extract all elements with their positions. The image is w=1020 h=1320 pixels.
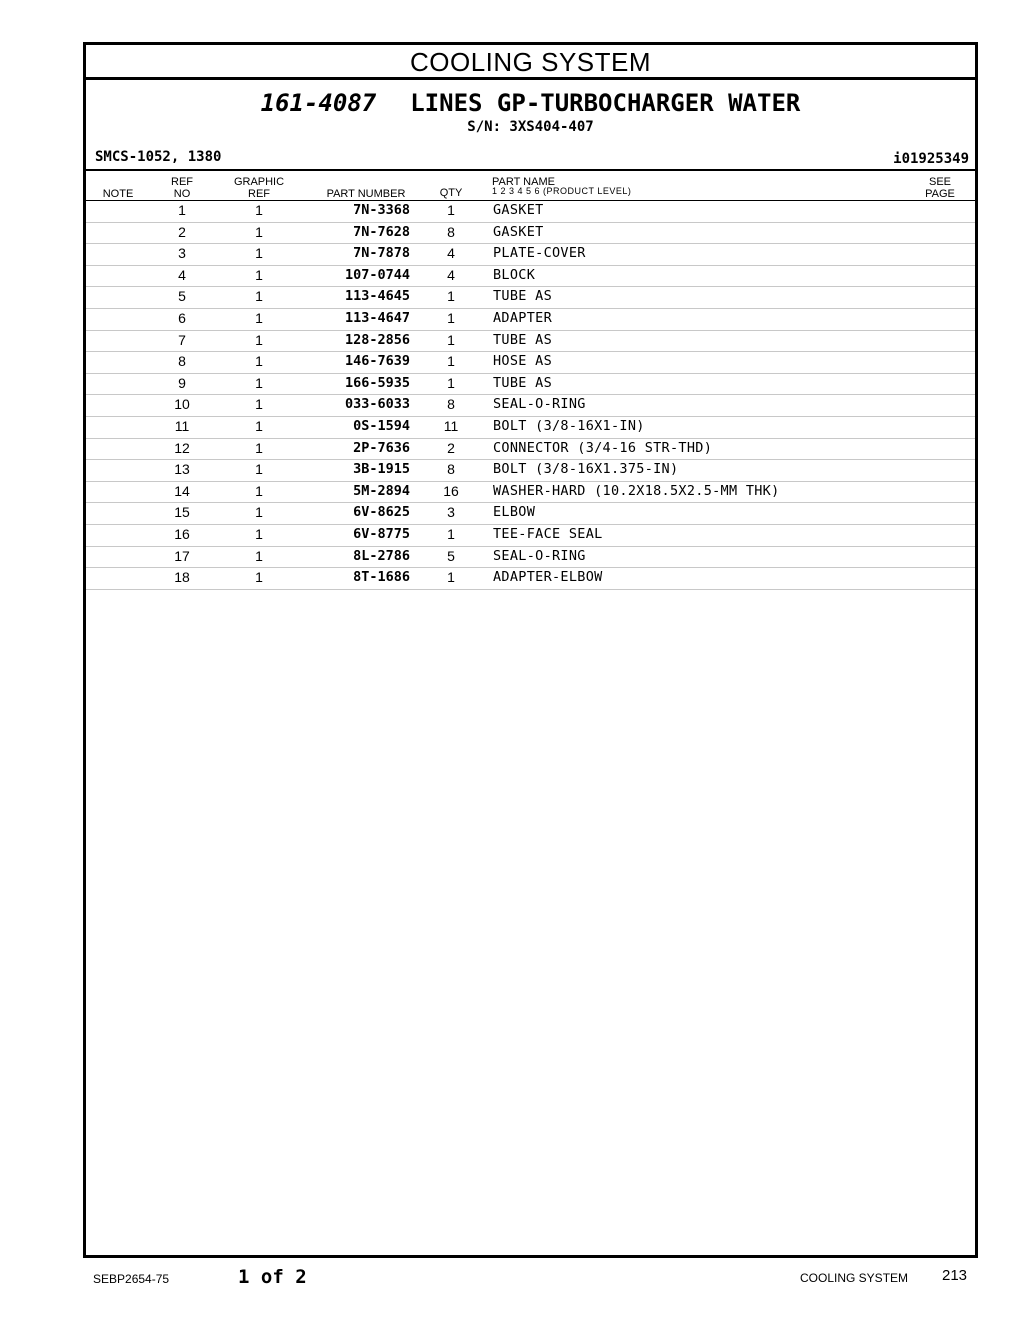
qty-cell: 3 <box>447 504 455 521</box>
ref-no-cell: 3 <box>178 245 186 262</box>
part-name-cell: BLOCK <box>493 266 536 283</box>
ref-no-cell: 4 <box>178 266 186 283</box>
qty-cell: 1 <box>447 202 455 218</box>
part-name-cell: SEAL-O-RING <box>493 396 586 413</box>
table-row <box>86 460 975 482</box>
group-title <box>86 89 975 117</box>
footer-page-of: 1 of 2 <box>238 1266 307 1288</box>
col-part-number: PART NUMBER <box>326 188 406 200</box>
qty-cell: 8 <box>447 461 455 478</box>
graphic-ref-cell: 1 <box>255 482 263 499</box>
part-name-cell: WASHER-HARD (10.2X18.5X2.5-MM THK) <box>493 482 780 499</box>
col-see-page-top: SEE <box>928 176 951 188</box>
part-number-cell: 033-6033 <box>344 396 410 413</box>
qty-cell: 11 <box>443 417 459 434</box>
qty-cell: 8 <box>447 396 455 413</box>
graphic-ref-cell: 1 <box>255 417 263 434</box>
col-part-name: PART NAME <box>492 176 555 188</box>
table-row <box>86 439 975 461</box>
qty-cell: 1 <box>447 525 455 542</box>
col-note: NOTE <box>102 188 134 200</box>
parts-list-frame <box>83 42 978 1258</box>
col-graphic-ref-top: GRAPHIC <box>233 176 285 188</box>
part-name-cell: GASKET <box>493 223 544 240</box>
table-row <box>86 352 975 374</box>
table-row <box>86 395 975 417</box>
part-name-cell: HOSE AS <box>493 353 552 370</box>
part-name-cell: TEE-FACE SEAL <box>493 525 603 542</box>
graphic-ref-cell: 1 <box>255 288 263 305</box>
part-number-cell: 3B-1915 <box>353 461 410 478</box>
graphic-ref-cell: 1 <box>255 245 263 262</box>
footer-section: COOLING SYSTEM <box>800 1271 909 1285</box>
graphic-ref-cell: 1 <box>255 547 263 564</box>
part-name-cell: GASKET <box>493 202 544 218</box>
graphic-ref-cell: 1 <box>255 353 263 370</box>
part-name-cell: BOLT (3/8-16X1-IN) <box>493 417 645 434</box>
col-ref-no-top: REF <box>171 176 193 188</box>
graphic-ref-cell: 1 <box>255 309 263 326</box>
qty-cell: 4 <box>447 266 455 283</box>
ref-no-cell: 15 <box>174 504 190 521</box>
part-name-cell: TUBE AS <box>493 288 552 305</box>
table-row <box>86 482 975 504</box>
table-row <box>86 201 975 223</box>
ref-no-cell: 10 <box>174 396 190 413</box>
graphic-ref-cell: 1 <box>255 525 263 542</box>
illustration-id: i01925349 <box>893 151 969 167</box>
part-name-cell: ELBOW <box>493 504 536 521</box>
qty-cell: 1 <box>447 353 455 370</box>
part-number-cell: 7N-7878 <box>353 245 410 262</box>
part-number-cell: 128-2856 <box>344 331 410 348</box>
ref-no-cell: 5 <box>178 288 186 305</box>
part-number-cell: 2P-7636 <box>353 439 410 456</box>
part-number-cell: 113-4645 <box>344 288 410 305</box>
footer-document-id: SEBP2654-75 <box>93 1272 170 1286</box>
ref-no-cell: 2 <box>178 223 186 240</box>
table-row <box>86 525 975 547</box>
ref-no-cell: 13 <box>174 461 190 478</box>
qty-cell: 1 <box>447 288 455 305</box>
col-ref-no-bottom: NO <box>173 188 191 200</box>
ref-no-cell: 18 <box>174 569 190 586</box>
table-row <box>86 331 975 353</box>
part-number-cell: 0S-1594 <box>353 417 410 434</box>
part-number-cell: 7N-3368 <box>353 202 410 218</box>
ref-no-cell: 17 <box>174 547 190 564</box>
qty-cell: 4 <box>447 245 455 262</box>
part-number-cell: 113-4647 <box>344 309 410 326</box>
ref-no-cell: 1 <box>178 202 186 218</box>
ref-no-cell: 9 <box>178 374 186 391</box>
product-levels: 1 2 3 4 5 6 (PRODUCT LEVEL) <box>492 186 632 196</box>
group-number: 161-4087 <box>260 89 377 117</box>
qty-cell: 1 <box>447 331 455 348</box>
part-number-cell: 6V-8775 <box>353 525 410 542</box>
table-row <box>86 374 975 396</box>
ref-no-cell: 14 <box>174 482 190 499</box>
table-row <box>86 223 975 245</box>
ref-no-cell: 8 <box>178 353 186 370</box>
ref-no-cell: 11 <box>174 417 190 434</box>
table-row <box>86 417 975 439</box>
qty-cell: 1 <box>447 309 455 326</box>
graphic-ref-cell: 1 <box>255 331 263 348</box>
table-row <box>86 309 975 331</box>
col-see-page-bottom: PAGE <box>925 188 955 200</box>
part-name-cell: TUBE AS <box>493 331 552 348</box>
part-number-cell: 166-5935 <box>344 374 410 391</box>
graphic-ref-cell: 1 <box>255 504 263 521</box>
part-number-cell: 6V-8625 <box>353 504 410 521</box>
qty-cell: 1 <box>447 374 455 391</box>
graphic-ref-cell: 1 <box>255 202 263 218</box>
part-name-cell: BOLT (3/8-16X1.375-IN) <box>493 461 679 478</box>
part-number-cell: 7N-7628 <box>353 223 410 240</box>
ref-no-cell: 6 <box>178 309 186 326</box>
part-number-cell: 146-7639 <box>344 353 410 370</box>
graphic-ref-cell: 1 <box>255 439 263 456</box>
serial-number-range: S/N: 3XS404-407 <box>467 119 594 135</box>
ref-no-cell: 16 <box>174 525 190 542</box>
group-name: LINES GP-TURBOCHARGER WATER <box>410 89 801 117</box>
part-name-cell: ADAPTER-ELBOW <box>493 569 603 586</box>
qty-cell: 1 <box>447 569 455 586</box>
table-row <box>86 244 975 266</box>
table-row <box>86 266 975 288</box>
smcs-code: SMCS-1052, 1380 <box>95 149 222 165</box>
header-divider <box>86 169 975 171</box>
part-name-cell: TUBE AS <box>493 374 552 391</box>
footer-page-number: 213 <box>942 1267 968 1284</box>
part-number-cell: 107-0744 <box>344 266 410 283</box>
graphic-ref-cell: 1 <box>255 569 263 586</box>
part-name-cell: ADAPTER <box>493 309 552 326</box>
graphic-ref-cell: 1 <box>255 374 263 391</box>
table-row <box>86 503 975 525</box>
part-number-cell: 5M-2894 <box>353 482 410 499</box>
graphic-ref-cell: 1 <box>255 396 263 413</box>
ref-no-cell: 12 <box>174 439 190 456</box>
qty-cell: 2 <box>447 439 455 456</box>
part-name-cell: PLATE-COVER <box>493 245 586 262</box>
part-name-cell: CONNECTOR (3/4-16 STR-THD) <box>493 439 713 456</box>
qty-cell: 5 <box>447 547 455 564</box>
part-number-cell: 8T-1686 <box>353 569 410 586</box>
col-graphic-ref-bottom: REF <box>248 188 270 200</box>
graphic-ref-cell: 1 <box>255 266 263 283</box>
qty-cell: 8 <box>447 223 455 240</box>
graphic-ref-cell: 1 <box>255 461 263 478</box>
ref-no-cell: 7 <box>178 331 186 348</box>
part-number-cell: 8L-2786 <box>353 547 410 564</box>
table-row <box>86 568 975 590</box>
table-row <box>86 547 975 569</box>
col-qty: QTY <box>439 187 463 199</box>
qty-cell: 16 <box>443 482 459 499</box>
section-title: COOLING SYSTEM <box>86 45 975 80</box>
graphic-ref-cell: 1 <box>255 223 263 240</box>
table-row <box>86 287 975 309</box>
part-name-cell: SEAL-O-RING <box>493 547 586 564</box>
parts-table <box>86 201 975 590</box>
